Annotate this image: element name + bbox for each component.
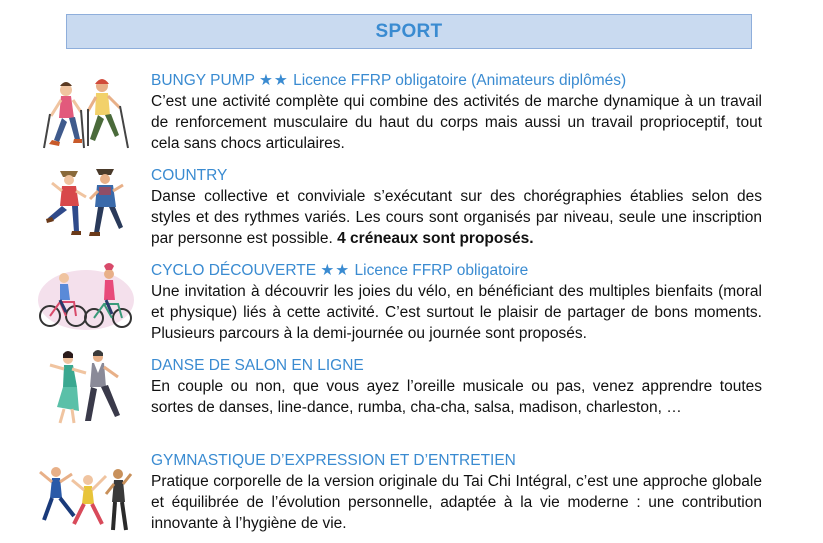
- gymnastics-illustration: [36, 462, 136, 538]
- activity-title-row: [151, 260, 762, 281]
- activity-description-block: [151, 186, 762, 249]
- activity-title: CYCLO DÉCOUVERTE: [151, 262, 317, 279]
- activity-description: Une invitation à découvrir les joies du vélo, en bénéficiant des multiples bienfaits (moral et physique) liés à cette activité. C’est surtout le plaisir de partager de bons moments. Plusieurs parcours à la demi-journée ou journée sont proposés.: [151, 283, 762, 342]
- ballroom-dancers-illustration: [36, 349, 136, 429]
- activity-title: DANSE DE SALON EN LIGNE: [151, 357, 364, 374]
- section-title: SPORT: [375, 20, 443, 42]
- activity-title-row: [151, 70, 762, 91]
- activity-title: GYMNASTIQUE D’EXPRESSION ET D’ENTRETIEN: [151, 452, 516, 469]
- activity-description: C’est une activité complète qui combine des activités de marche dynamique à un travail de renforcement musculaire du haut du corps mais aussi un travail proprioceptif, tout cela sans chocs articulaires.: [151, 93, 762, 152]
- activity-title: BUNGY PUMP: [151, 72, 255, 89]
- activity-note: Licence FFRP obligatoire (Animateurs diplômés): [293, 72, 627, 89]
- nordic-walkers-illustration: [36, 76, 136, 158]
- activity-note: Licence FFRP obligatoire: [354, 262, 529, 279]
- stars-icon: ★★: [258, 72, 289, 89]
- activity-description: Pratique corporelle de la version originale du Tai Chi Intégral, c’est une approche globale et équilibrée de l’évolution personnelle, adaptée à la vie moderne : une contribution innovante à l’hygiène de vie.: [151, 473, 762, 532]
- country-dancers-illustration: [36, 165, 136, 243]
- cyclists-illustration: [36, 260, 136, 330]
- activity-description: En couple ou non, que vous ayez l’oreille musicale ou pas, venez apprendre toutes sortes de danses, line-dance, rumba, cha-cha, salsa, madison, charleston, …: [151, 378, 762, 416]
- activity-title: COUNTRY: [151, 167, 228, 184]
- activity-description-highlight: 4 créneaux sont proposés.: [337, 230, 534, 247]
- activity-description: Danse collective et conviviale s’exécutant sur des chorégraphies établies selon des styles et des rythmes variés. Les cours sont organisés par niveau, seule une inscription par personne est possible.: [151, 188, 762, 247]
- section-header: [66, 14, 752, 49]
- stars-icon: ★★: [320, 262, 351, 279]
